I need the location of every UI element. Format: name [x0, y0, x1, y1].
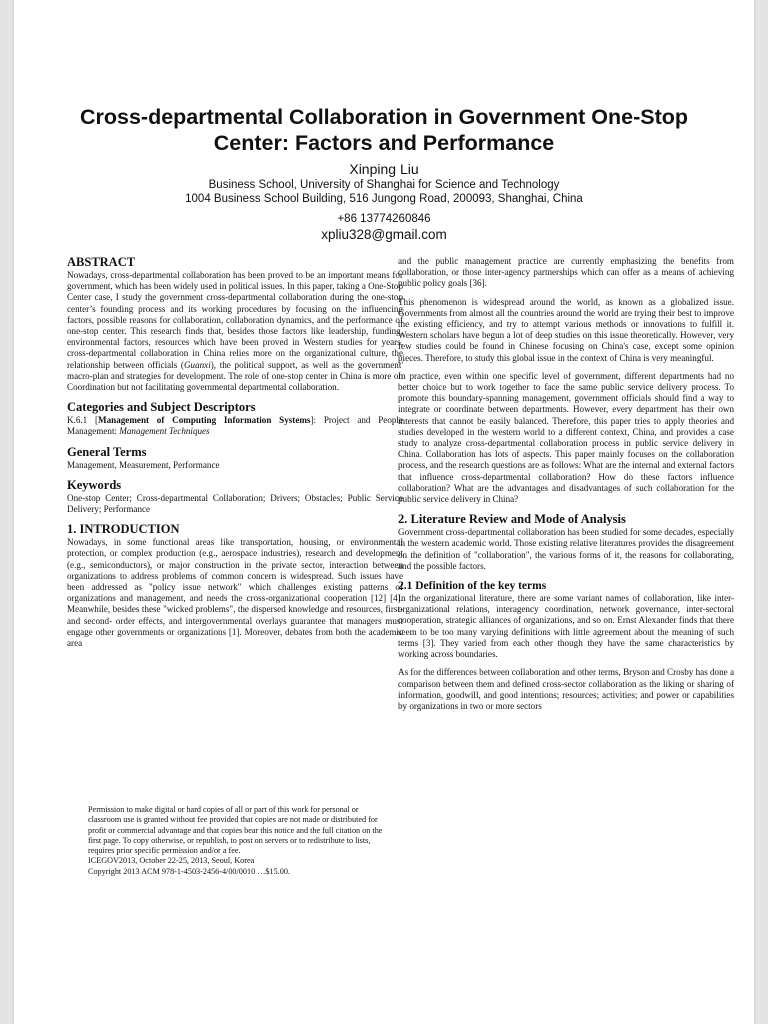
- section21-text: In the organizational literature, there are some variant names of collaboration, like inter-organizational relations, interagency coordination, network governance, inter-sectoral cooperation, strategic alliances of organizations, and so on. Ernst Alexander finds that there seem to be too many varying definitions with little agreement about the meaning of such terms [3]. They varied from each other though they have the same characteristics by working across boundaries.: [398, 593, 734, 660]
- left-column: [67, 255, 403, 649]
- author-phone: +86 13774260846: [337, 213, 431, 225]
- section2-heading: 2. Literature Review and Mode of Analysis: [398, 512, 626, 527]
- section21-paragraph-2: As for the differences between collaboration and other terms, Bryson and Crosby has done a comparison between them and defined cross-sector collaboration as the liking or sharing of information, goodwill, and good intentions; resources; activities; and power or capabilities by organizations in two or more sectors: [398, 667, 734, 711]
- section21-heading: 2.1 Definition of the key terms: [398, 580, 547, 593]
- abstract-heading: ABSTRACT: [67, 255, 136, 269]
- introduction-text: Nowadays, in some functional areas like transportation, housing, or environmental protection, or complex production (e.g., aerospace industries), research and development (e.g., semiconductors), or major construction in the private sector, interaction between organizations to address problems of common concern is widespread. Such issues have been addressed as "policy issue network" which challenges existing patterns of organizations and management, and needs the cross-organizational cooperation [12] [4]. Meanwhile, besides these "wicked problems", the dispersed knowledge and resources, first- and second- order effects, and intergovernmental overlays guarantee that managers must engage other governments or organizations [1]. Moreover, debates from both the academic area: [67, 537, 403, 649]
- abstract-text: Nowadays, cross-departmental collaboration has been proved to be an important means for government, which has been widely used in political issues. In this paper, taking a One-Stop Center case, I study the government cross-departmental collaboration during the one-stop center’s founding process and its working procedures by focusing on the influencing factors, possible reasons for collaboration, collaboration dynamics, and the performance of one-stop center. This research finds that, besides those factors like leadership, funding, environmental factors, resources which have been proved in Western studies for years, cross-departmental collaboration in China relies more on the organizational culture, the relationship between officials (Guanxi), the political support, as well as the government' macro-plan and strategies for development. The role of one-stop center in China is more on Coordination but not facilitating governmental departmental collaboration.: [67, 270, 403, 393]
- author-email: xpliu328@gmail.com: [321, 227, 447, 242]
- paper-header: [14, 104, 754, 243]
- section2-text: Government cross-departmental collaboration has been studied for some decades, especially in the western academic world. Those existing relative literatures provides the disagreement on the definition of "collaboration", the various forms of it, the reasons for collaborating, and the possible factors.: [398, 527, 734, 571]
- permission-block: [88, 805, 384, 877]
- intro-paragraph-2: This phenomenon is widespread around the world, as known as a globalized issue. Governments from almost all the countries around the world are trying their best to improve the existing efficiency, and try to attempt various methods or innovations to fulfill it. Western scholars have begun a lot of deep studies on this issue theoretically. However, very few studies could be found in Chinese focusing on China's case, except some opinion pieces. Therefore, to study this global issue in the context of China is very meaningful.: [398, 296, 734, 363]
- right-column: [398, 256, 734, 712]
- paper-title: Cross-departmental Collaboration in Government One-Stop Center: Factors and Performance: [79, 105, 689, 155]
- categories-text: K.6.1 [Management of Computing Information Systems]: Project and People Management: Management Techniques: [67, 415, 403, 437]
- intro-paragraph-continued: and the public management practice are currently emphasizing the benefits from collaboration, or those inter-agency partnerships which can offer as a means of achieving public policy goals [36].: [398, 256, 734, 289]
- keywords-text: One-stop Center; Cross-departmental Collaboration; Drivers; Obstacles; Public Service Delivery; Performance: [67, 492, 403, 515]
- author-address: 1004 Business School Building, 516 Jungong Road, 200093, Shanghai, China: [185, 193, 583, 205]
- general-terms-text: Management, Measurement, Performance: [67, 459, 220, 470]
- introduction-heading: 1. INTRODUCTION: [67, 522, 180, 537]
- intro-paragraph-3: In practice, even within one specific level of government, different departments had no better choice but to work together to face the same public service delivery process. To promote this boundary-spanning management, government officials should find a way to integrate or coordinate between departments. However, every department has their own interests that cannot be easily balanced. Therefore, this paper tries to apply theories and studies developed in the western world to a different context, China, and provides a case study to analyze cross-departmental collaboration process in public service delivery in China. Collaboration has lots of aspects. This paper mainly focuses on the collaboration process, and the research questions are as follows: What are the internal and external factors that influence cross-departmental collaboration? How do these factors influence collaboration? What are the advantages and disadvantages of such collaboration for the public service delivery in China?: [398, 370, 734, 505]
- author-name: Xinping Liu: [349, 161, 419, 177]
- paper-page: [14, 0, 754, 1024]
- author-affiliation: Business School, University of Shanghai for Science and Technology: [208, 179, 560, 191]
- conference-info: ICEGOV2013, October 22-25, 2013, Seoul, Korea: [88, 856, 255, 866]
- permission-text: Permission to make digital or hard copies of all or part of this work for personal or classroom use is granted without fee provided that copies are not made or distributed for profit or commercial advantage and that copies bear this notice and the full citation on the first page. To copy otherwise, or republish, to post on servers or to redistribute to lists, requires prior specific permission and/or a fee.: [88, 805, 383, 856]
- general-terms-heading: General Terms: [67, 444, 147, 459]
- keywords-heading: Keywords: [67, 477, 122, 492]
- copyright-line: Copyright 2013 ACM 978-1-4503-2456-4/00/0010 …$15.00.: [88, 866, 290, 876]
- categories-heading: Categories and Subject Descriptors: [67, 400, 256, 415]
